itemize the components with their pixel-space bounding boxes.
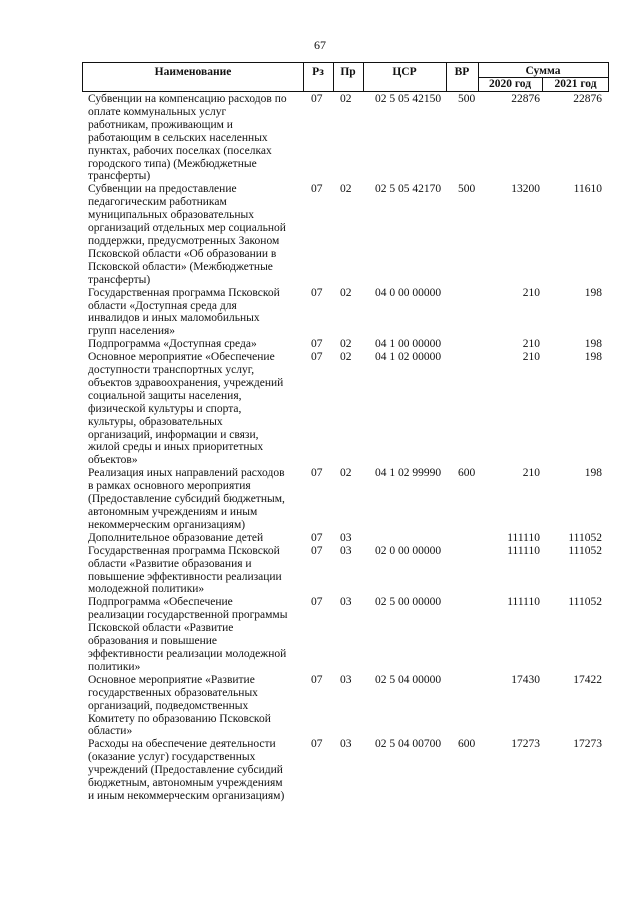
row-vr: 600: [458, 738, 476, 751]
header-rz: Рз: [303, 63, 334, 91]
row-vr: 500: [458, 183, 476, 196]
row-rz: 07: [311, 544, 323, 557]
table-row: [0, 467, 640, 532]
row-name-line: и иным некоммерческим организациям): [88, 789, 285, 802]
row-sum-2020: 210: [522, 338, 540, 351]
table-row: [0, 183, 640, 286]
row-name-line: области «Доступная среда для: [88, 299, 237, 312]
row-name: [88, 532, 298, 545]
row-sum-2021: 111052: [568, 531, 602, 544]
row-name-line: социальной защиты населения,: [88, 389, 242, 402]
row-name: [88, 351, 298, 467]
table-header: [82, 62, 609, 92]
table-row: [0, 532, 640, 545]
header-sum: Сумма: [478, 63, 608, 78]
row-name-line: области»: [88, 725, 133, 738]
row-name-line: повышение эффективности реализации: [88, 570, 282, 583]
row-sum-2021: 17422: [573, 673, 602, 686]
row-rz: 07: [311, 596, 323, 609]
row-pr: 02: [340, 338, 352, 351]
row-name-line: молодежной политики»: [88, 583, 205, 596]
row-name-line: инвалидов и иных маломобильных: [88, 312, 260, 325]
row-vr: 600: [458, 467, 476, 480]
row-pr: 03: [340, 596, 352, 609]
table-row: [0, 93, 640, 183]
row-sum-2021: 17273: [573, 738, 602, 751]
row-name-line: Субвенции на предоставление: [88, 183, 237, 196]
row-name-line: работникам, проживающим и: [88, 118, 233, 131]
row-name-line: Псковской области» (Межбюджетные: [88, 260, 273, 273]
page-number: 67: [314, 38, 326, 52]
row-sum-2020: 111110: [507, 544, 540, 557]
row-rz: 07: [311, 467, 323, 480]
row-name-line: автономным учреждениям и иным: [88, 506, 258, 518]
row-csr: 04 1 00 00000: [375, 338, 442, 351]
row-name-line: трансферты): [88, 273, 151, 286]
header-csr: ЦСР: [363, 63, 447, 91]
row-pr: 03: [340, 544, 352, 557]
row-name-line: физической культуры и спорта,: [88, 402, 242, 415]
row-name-line: (Предоставление субсидий бюджетным,: [88, 493, 285, 506]
row-name-line: Подпрограмма «Доступная среда»: [88, 338, 257, 351]
row-name-line: педагогическим работникам: [88, 196, 227, 209]
row-name-line: в рамках основного мероприятия: [88, 480, 251, 493]
row-csr: 04 1 02 99990: [375, 467, 442, 480]
row-sum-2020: 17430: [511, 673, 540, 686]
row-name-line: Дополнительное образование детей: [88, 531, 264, 544]
row-name-line: эффективности реализации молодежной: [88, 647, 287, 660]
row-rz: 07: [311, 338, 323, 351]
row-name-line: оплате коммунальных услуг: [88, 105, 227, 118]
row-name-line: Расходы на обеспечение деятельности: [88, 738, 276, 751]
row-csr: 02 5 05 42150: [375, 93, 442, 105]
row-name: [88, 674, 298, 739]
row-pr: 02: [340, 286, 352, 299]
table-row: [0, 338, 640, 351]
row-name-line: государственных образовательных: [88, 686, 258, 699]
row-name-line: бюджетным, автономным учреждениям: [88, 777, 283, 790]
row-name-line: доступности транспортных услуг,: [88, 364, 255, 377]
table-row: [0, 674, 640, 739]
row-name-line: Основное мероприятие «Развитие: [88, 673, 255, 686]
row-pr: 03: [340, 673, 352, 686]
row-csr: 02 5 04 00700: [375, 738, 442, 751]
row-csr: 04 1 02 00000: [375, 351, 442, 364]
row-rz: 07: [311, 673, 323, 686]
row-sum-2021: 11610: [573, 183, 602, 196]
row-sum-2021: 198: [584, 351, 602, 364]
row-name-line: работающим в сельских населенных: [88, 131, 268, 144]
row-name-line: организаций, подведомственных: [88, 699, 249, 712]
row-name-line: Субвенции на компенсацию расходов по: [88, 93, 287, 105]
row-name-line: Основное мероприятие «Обеспечение: [88, 351, 275, 364]
row-name: [88, 287, 298, 339]
row-csr: 02 0 00 00000: [375, 544, 442, 557]
row-name-line: организаций отдельных мер социальной: [88, 222, 286, 235]
header-sum-group: [478, 63, 608, 91]
row-sum-2021: 198: [584, 467, 602, 480]
row-pr: 02: [340, 93, 352, 105]
header-year-2020: 2020 год: [478, 77, 543, 91]
row-name-line: политики»: [88, 660, 141, 673]
row-name: [88, 93, 298, 183]
row-sum-2021: 198: [584, 286, 602, 299]
row-name-line: организаций, информации и связи,: [88, 428, 259, 441]
row-rz: 07: [311, 93, 323, 105]
row-pr: 02: [340, 351, 352, 364]
row-name-line: некоммерческим организациям): [88, 518, 246, 531]
row-sum-2020: 210: [522, 351, 540, 364]
row-name-line: пунктах, рабочих поселках (поселках: [88, 144, 272, 157]
row-name-line: объектов здравоохранения, учреждений: [88, 376, 284, 389]
row-pr: 03: [340, 531, 352, 544]
row-sum-2021: 111052: [568, 544, 602, 557]
table-row: [0, 287, 640, 339]
table-row: [0, 596, 640, 673]
row-name: [88, 738, 298, 803]
row-name-line: образования и повышение: [88, 635, 217, 648]
row-name: [88, 596, 298, 673]
table-row: [0, 351, 640, 467]
row-name: [88, 545, 298, 597]
row-name-line: жилой среды и иных приоритетных: [88, 441, 264, 454]
row-sum-2020: 210: [522, 286, 540, 299]
row-csr: 02 5 04 00000: [375, 673, 442, 686]
row-name-line: групп населения»: [88, 325, 176, 338]
row-rz: 07: [311, 531, 323, 544]
row-name-line: реализации государственной программы: [88, 609, 288, 622]
row-csr: 04 0 00 00000: [375, 286, 442, 299]
row-sum-2021: 198: [584, 338, 602, 351]
row-name-line: объектов»: [88, 454, 138, 467]
row-sum-2020: 111110: [507, 531, 540, 544]
row-name-line: Государственная программа Псковской: [88, 544, 280, 557]
row-sum-2021: 22876: [573, 93, 602, 105]
row-name-line: Комитету по образованию Псковской: [88, 712, 271, 725]
row-name-line: культуры, образовательных: [88, 415, 223, 428]
header-pr: Пр: [333, 63, 364, 91]
row-name-line: Псковской области «Развитие: [88, 622, 234, 635]
row-name-line: Псковской области «Об образовании в: [88, 247, 277, 260]
row-sum-2021: 111052: [568, 596, 602, 609]
header-vr: ВР: [446, 63, 479, 91]
row-rz: 07: [311, 351, 323, 364]
row-name-line: трансферты): [88, 170, 151, 183]
row-name-line: муниципальных образовательных: [88, 209, 255, 222]
row-name-line: Подпрограмма «Обеспечение: [88, 596, 233, 609]
row-name: [88, 338, 298, 351]
row-name-line: (оказание услуг) государственных: [88, 751, 256, 764]
header-year-2021: 2021 год: [554, 78, 597, 90]
row-name-line: поддержки, предусмотренных Законом: [88, 234, 280, 247]
row-name-line: области «Развитие образования и: [88, 557, 252, 570]
row-sum-2020: 111110: [507, 596, 540, 609]
row-name-line: Реализация иных направлений расходов: [88, 467, 285, 480]
row-rz: 07: [311, 183, 323, 196]
row-name-line: учреждений (Предоставление субсидий: [88, 764, 283, 777]
row-sum-2020: 13200: [511, 183, 540, 196]
table-body: [0, 93, 640, 803]
row-name: [88, 467, 298, 532]
row-rz: 07: [311, 738, 323, 751]
table-row: [0, 738, 640, 803]
row-name-line: городского типа) (Межбюджетные: [88, 157, 257, 170]
table-row: [0, 545, 640, 597]
row-pr: 03: [340, 738, 352, 751]
row-pr: 02: [340, 183, 352, 196]
row-csr: 02 5 05 42170: [375, 183, 442, 196]
row-pr: 02: [340, 467, 352, 480]
row-sum-2020: 22876: [511, 93, 540, 105]
row-name: [88, 183, 298, 286]
row-name-line: Государственная программа Псковской: [88, 286, 280, 299]
header-name: Наименование: [83, 63, 304, 91]
row-rz: 07: [311, 286, 323, 299]
row-sum-2020: 17273: [511, 738, 540, 751]
row-vr: 500: [458, 93, 476, 105]
row-sum-2020: 210: [522, 467, 540, 480]
row-csr: 02 5 00 00000: [375, 596, 442, 609]
